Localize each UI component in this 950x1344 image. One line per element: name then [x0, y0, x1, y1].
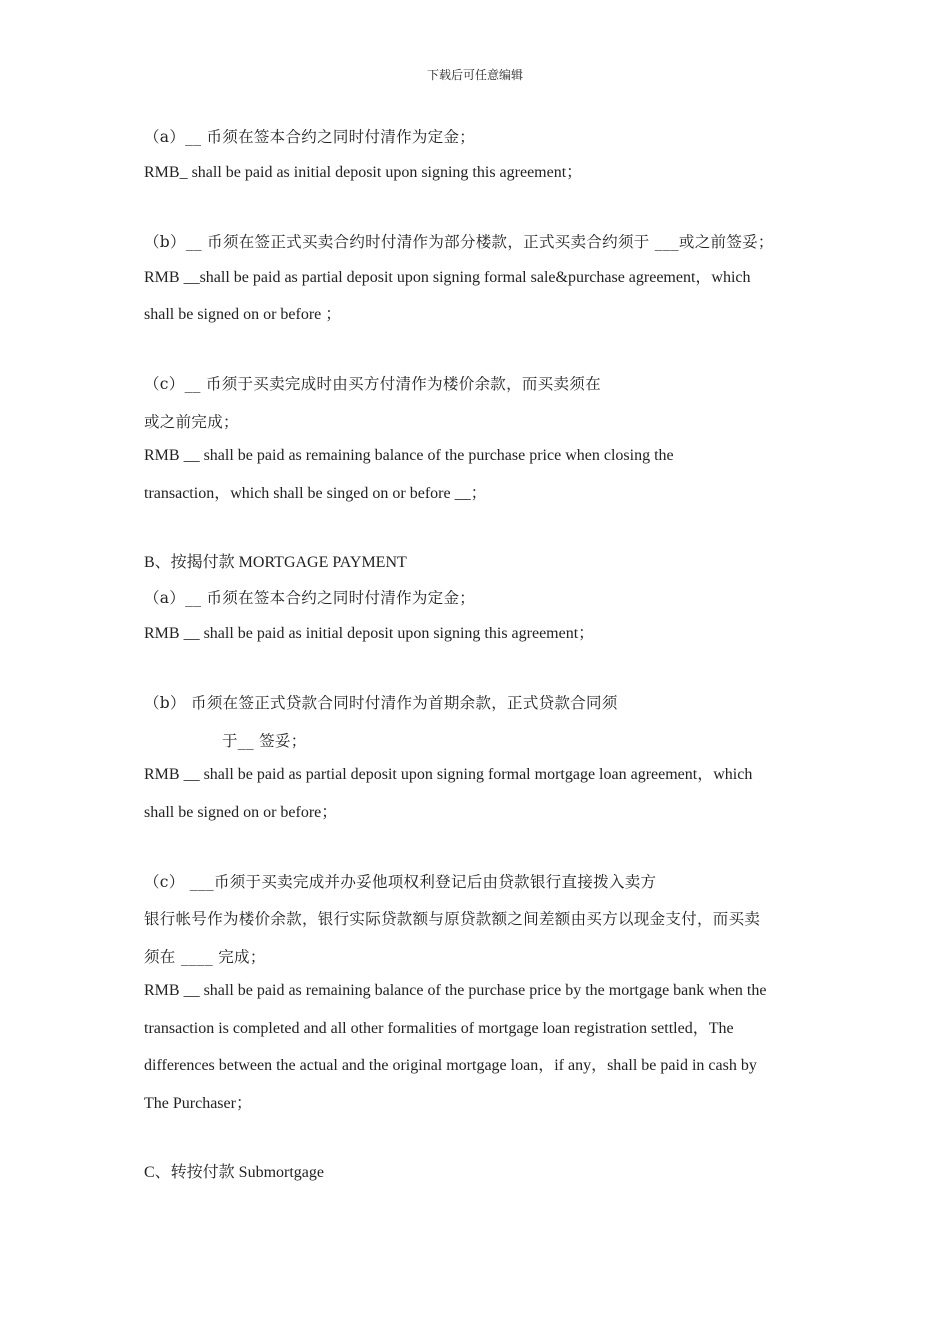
page-header: 下载后可任意编辑	[426, 68, 523, 82]
section-b-heading: B、按揭付款 MORTGAGE PAYMENT	[144, 554, 407, 571]
mortgage-a-en: RMB __ shall be paid as initial deposit upon signing this agreement；	[144, 625, 595, 642]
mortgage-b-zh-line-2: 于__ 签妥；	[222, 732, 307, 750]
mortgage-c-en-line-1: RMB __ shall be paid as remaining balance of the purchase price by the mortgage bank when the	[144, 982, 767, 999]
mortgage-b-zh-line-1: （b） 币须在签正式贷款合同时付清作为首期余款，正式贷款合同须	[144, 694, 618, 712]
clause-b-zh: （b）__ 币须在签正式买卖合约时付清作为部分楼款，正式买卖合约须于 ___或之前签妥；	[144, 233, 774, 251]
clause-b-en-line-2: shall be signed on or before ；	[144, 306, 342, 323]
mortgage-c-zh-line-1: （c） ___币须于买卖完成并办妥他项权利登记后由贷款银行直接拨入卖方	[144, 873, 657, 891]
mortgage-c-en-line-4: The Purchaser；	[144, 1095, 252, 1112]
clause-a-zh: （a）__ 币须在签本合约之同时付清作为定金；	[144, 128, 476, 146]
clause-c-en-line-2: transaction，which shall be singed on or before __；	[144, 485, 487, 502]
clause-c-zh-line-1: （c）__ 币须于买卖完成时由买方付清作为楼价余款，而买卖须在	[144, 375, 601, 393]
mortgage-b-en-line-1: RMB __ shall be paid as partial deposit upon signing formal mortgage loan agreement，which	[144, 766, 753, 783]
mortgage-c-en-line-2: transaction is completed and all other formalities of mortgage loan registration settled，The	[144, 1020, 734, 1037]
mortgage-c-en-line-3: differences between the actual and the original mortgage loan，if any，shall be paid in cash by	[144, 1057, 757, 1074]
clause-a-en: RMB_ shall be paid as initial deposit upon signing this agreement；	[144, 164, 583, 181]
mortgage-c-zh-line-3: 须在 ____ 完成；	[144, 948, 266, 966]
section-c-heading: C、转按付款 Submortgage	[144, 1164, 324, 1181]
mortgage-c-zh-line-2: 银行帐号作为楼价余款，银行实际贷款额与原贷款额之间差额由买方以现金支付，而买卖	[144, 910, 761, 928]
mortgage-b-en-line-2: shall be signed on or before；	[144, 804, 338, 821]
clause-b-en-line-1: RMB __shall be paid as partial deposit upon signing formal sale&purchase agreement，which	[144, 269, 751, 286]
clause-c-zh-line-2: 或之前完成；	[144, 413, 239, 431]
mortgage-a-zh: （a）__ 币须在签本合约之同时付清作为定金；	[144, 589, 476, 607]
clause-c-en-line-1: RMB __ shall be paid as remaining balance of the purchase price when closing the	[144, 447, 674, 464]
